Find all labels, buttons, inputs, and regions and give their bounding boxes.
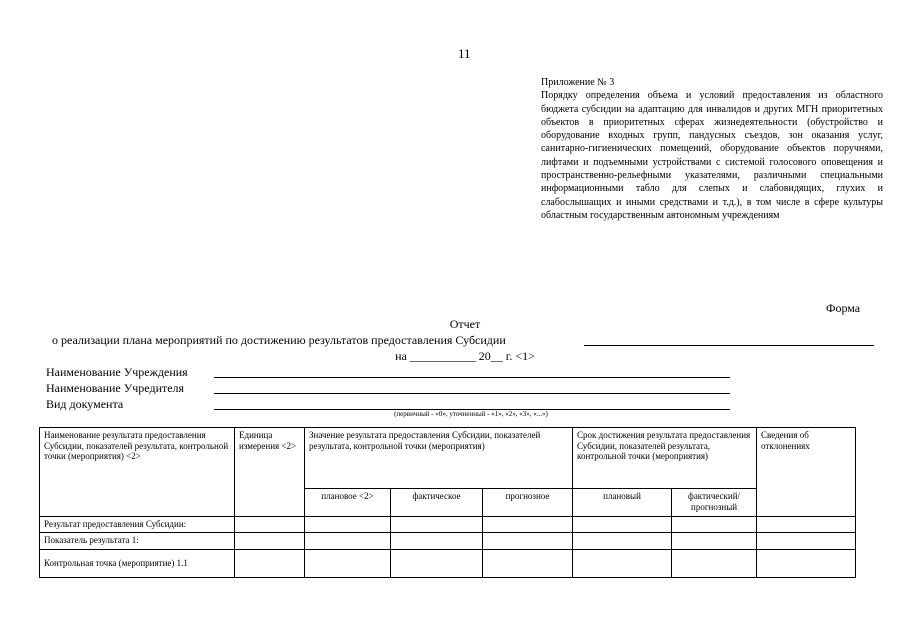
subheader-planned: плановое <2>	[305, 489, 391, 517]
report-table	[39, 427, 856, 578]
subheader-actual: фактическое	[391, 489, 483, 517]
row-label: Показатель результата 1:	[40, 532, 235, 549]
subheader-term-planned: плановый	[573, 489, 672, 517]
doc-type-label: Вид документа	[46, 397, 124, 411]
row-label: Контрольная точка (мероприятие) 1.1	[40, 549, 235, 577]
founder-line	[214, 393, 730, 394]
form-label: Форма	[826, 301, 861, 315]
institution-line	[214, 377, 730, 378]
header-name: Наименование результата предоставления Субсидии, показателей результата, контрольной точки (мероприятия) <2>	[40, 428, 235, 517]
report-subtitle: о реализации плана мероприятий по достижению результатов предоставления Субсидии	[52, 333, 506, 347]
subheader-forecast: прогнозное	[483, 489, 573, 517]
header-value: Значение результата предоставления Субсидии, показателей результата, контрольной точки (мероприятия)	[305, 428, 573, 489]
page-number: 11	[458, 46, 471, 61]
institution-label: Наименование Учреждения	[46, 365, 188, 379]
doc-type-hint: (первичный - «0», уточненный - «1», «2», «3», «...»)	[394, 410, 548, 418]
table-row	[40, 549, 856, 577]
report-title: Отчет	[449, 317, 481, 331]
subheader-term-actual: фактический/ прогнозный	[672, 489, 757, 517]
header-unit: Единица измерения <2>	[235, 428, 305, 517]
subsidy-name-line	[584, 345, 874, 346]
annex-text: Порядку определения объема и условий предоставления из областного бюджета субсидии на адаптацию для инвалидов и других МГН приоритетных объектов в приоритетных сферах жизнедеятельности (обустройство и оборудование входных групп, пандусных съездов, зон оказания услуг, санитарно-гигиенических помещений, оборудование объектов поручнями, лифтами и подъемными устройствами с системой голосового оповещения и пространственно-рельефными указателями, различными специальными информационными табло для слепых и слабовидящих, глухих и слабослышащих и иными средствами и т.д.), в том числе в сфере культуры областным государственным автономным учреждениям	[541, 90, 883, 221]
header-term: Срок достижения результата предоставления Субсидии, показателей результата, контрольной точки (мероприятия)	[573, 428, 757, 489]
row-label: Результат предоставления Субсидии:	[40, 517, 235, 533]
table-row	[40, 517, 856, 533]
founder-label: Наименование Учредителя	[46, 381, 185, 395]
annex-title: Приложение № 3	[541, 77, 615, 88]
annex-block	[541, 76, 883, 222]
report-date-line: на ___________ 20__ г. <1>	[395, 349, 535, 363]
header-deviation: Сведения об отклонениях	[757, 428, 856, 517]
table-row	[40, 532, 856, 549]
